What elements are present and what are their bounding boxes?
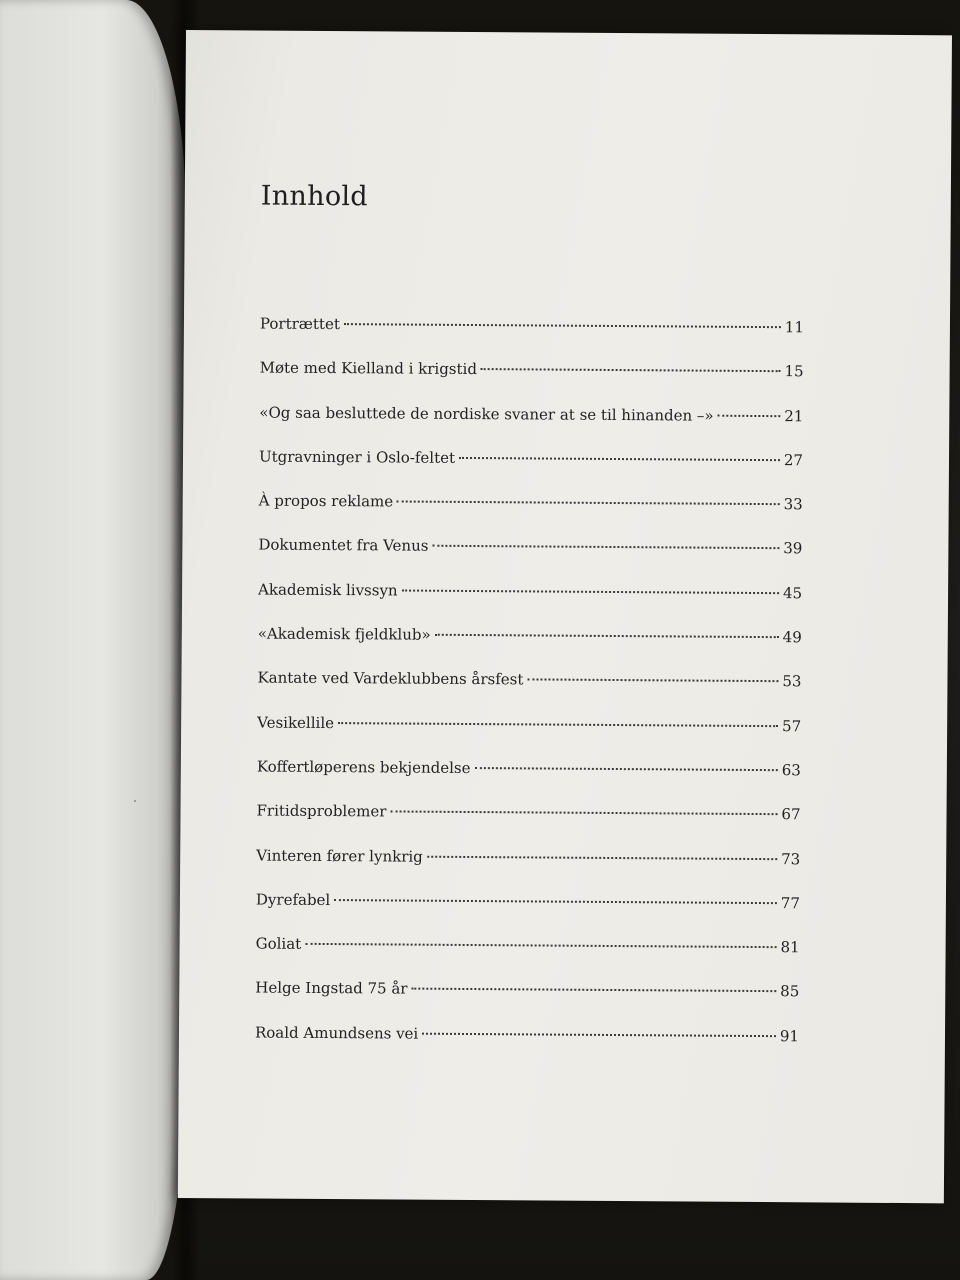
toc-entry-title: Dyrefabel [255, 890, 331, 909]
toc-entry-title: Akademisk livssyn [258, 580, 398, 600]
right-page [178, 30, 952, 1203]
toc-entry-page: 73 [781, 849, 801, 868]
dot-leader [412, 988, 777, 993]
toc-entry [257, 713, 801, 761]
toc-entry-title: «Og saa besluttede de nordiske svaner at se til hinanden –» [259, 403, 714, 425]
toc-entry [257, 669, 801, 717]
toc-entry-page: 63 [781, 761, 801, 780]
dot-leader [334, 899, 777, 904]
toc-entry [258, 536, 802, 584]
toc-entry [255, 979, 799, 1027]
toc-entry-page: 67 [781, 805, 801, 824]
toc-entry-page: 45 [782, 583, 803, 603]
toc-entry [256, 890, 800, 938]
toc-entry-title: Vesikellile [257, 713, 335, 732]
toc-entry [259, 359, 803, 407]
toc-entry-page: 85 [780, 982, 800, 1001]
dot-leader [402, 589, 779, 594]
dot-leader [459, 457, 780, 461]
toc-entry-page: 57 [782, 716, 802, 735]
toc-entry-title: Roald Amundsens vei [254, 1023, 419, 1043]
toc-entry [255, 935, 799, 983]
dot-leader [475, 767, 778, 771]
toc-entry [260, 315, 804, 363]
toc-entry [256, 802, 800, 850]
toc-entry-page: 77 [780, 894, 800, 913]
toc-entry-title: À propos reklame [258, 491, 394, 511]
toc-entry [256, 846, 800, 894]
toc-entry-title: Møte med Kielland i krigstid [259, 358, 478, 379]
toc-entry-title: Kantate ved Vardeklubbens årsfest [257, 668, 524, 689]
dot-leader [435, 634, 779, 638]
dot-leader [427, 855, 777, 859]
toc-entry [258, 625, 802, 673]
toc-entry-title: Portrættet [259, 314, 340, 334]
toc-entry-page: 21 [784, 406, 804, 425]
dot-leader [305, 943, 776, 948]
toc-entry-page: 91 [779, 1026, 800, 1046]
toc-entry-title: «Akademisk fjeldklub» [257, 624, 431, 644]
table-of-contents [255, 315, 804, 1072]
page-title: Innhold [260, 180, 369, 213]
toc-entry-page: 39 [783, 539, 803, 558]
toc-entry-title: Vinteren fører lynkrig [256, 846, 423, 866]
toc-entry-title: Koffertløperens bekjendelse [256, 757, 471, 777]
paper-speck [134, 800, 136, 802]
toc-entry-title: Fritidsproblemer [256, 801, 387, 821]
toc-entry [259, 403, 803, 451]
dot-leader [422, 1032, 776, 1036]
toc-entry [259, 447, 803, 495]
toc-entry-page: 11 [784, 318, 805, 337]
dot-leader [718, 414, 781, 416]
toc-entry [257, 757, 801, 805]
toc-entry-title: Dokumentet fra Venus [258, 536, 429, 556]
toc-entry [258, 580, 802, 628]
left-page [0, 0, 186, 1280]
toc-entry-page: 33 [783, 495, 803, 514]
toc-entry-page: 81 [780, 938, 800, 957]
toc-entry-title: Helge Ingstad 75 år [255, 978, 408, 999]
dot-leader [432, 545, 779, 549]
toc-entry-title: Utgravninger i Oslo-feltet [258, 447, 456, 467]
dot-leader [390, 811, 777, 816]
toc-entry-page: 53 [782, 672, 802, 691]
toc-entry-page: 15 [784, 362, 804, 381]
dot-leader [527, 679, 778, 683]
toc-entry-title: Goliat [255, 934, 302, 953]
toc-entry-page: 49 [782, 628, 802, 647]
toc-entry [255, 1023, 799, 1071]
toc-entry-page: 27 [783, 451, 804, 470]
dot-leader [344, 323, 781, 328]
toc-entry [258, 492, 802, 540]
dot-leader [481, 368, 781, 372]
dot-leader [397, 501, 779, 506]
dot-leader [338, 722, 778, 727]
